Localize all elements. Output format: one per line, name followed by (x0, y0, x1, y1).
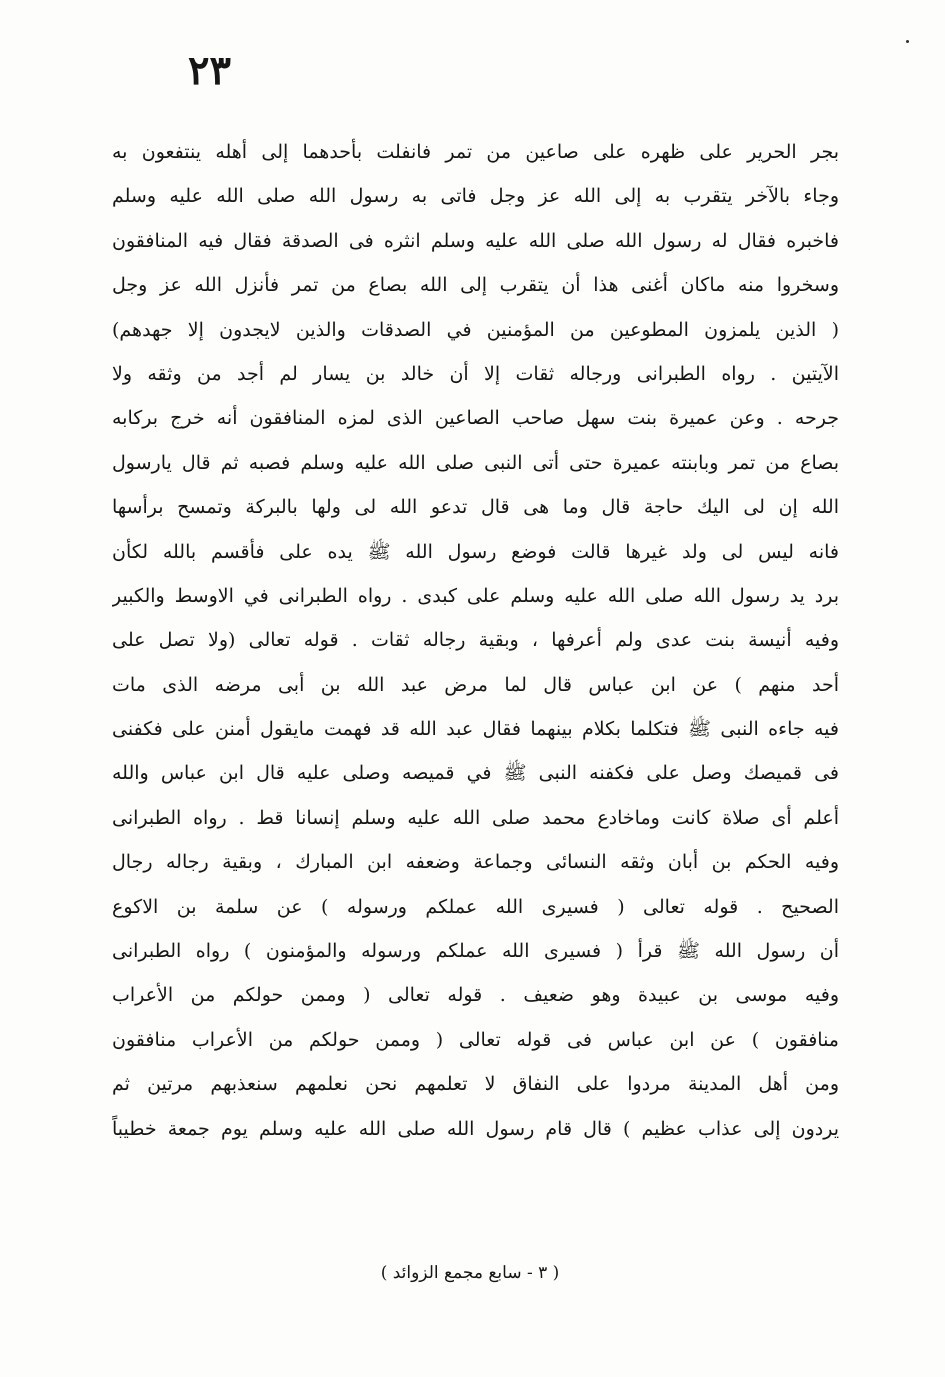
text-line: وفيه أنيسة بنت عدى ولم أعرفها ، وبقية رجاله ثقات . قوله تعالى (ولا تصل على (112, 629, 839, 652)
footer-signature: ( ٣ - سابع مجمع الزوائد ) (380, 1263, 560, 1283)
text-line: منافقون ) عن ابن عباس فى قوله تعالى ( وممن حولكم من الأعراب منافقون (112, 1028, 839, 1051)
text-line: فى قميصك وصل على فكفنه النبى ﷺ في قميصه وصلى عليه قال ابن عباس والله (112, 762, 839, 785)
text-line: جرحه . وعن عميرة بنت سهل صاحب الصاعين الذى لمزه المنافقون أنه خرج بركابه (112, 407, 839, 430)
text-line: بصاع من تمر وبابنته عميرة حتى أتى النبى صلى الله عليه وسلم فصبه ثم قال يارسول (112, 451, 839, 474)
text-line: ( الذين يلمزون المطوعين من المؤمنين في الصدقات والذين لايجدون إلا جهدهم) (112, 318, 839, 341)
text-line: وفيه موسى بن عبيدة وهو ضعيف . قوله تعالى ( وممن حولكم من الأعراب (112, 984, 839, 1007)
text-line: بجر الحرير على ظهره على صاعين من تمر فانفلت بأحدهما إلى أهله ينتفعون به (112, 141, 839, 163)
text-line: يردون إلى عذاب عظيم ) قال قام رسول الله صلى الله عليه وسلم يوم جمعة خطيباً (112, 1117, 839, 1140)
text-line: وسخروا منه ماكان أغنى هذا أن يتقرب إلى الله بصاع من تمر فأنزل الله عز وجل (112, 274, 839, 297)
text-line: أن رسول الله ﷺ قرأ ( فسيرى الله عملكم ورسوله والمؤمنون ) رواه الطبرانى (112, 940, 839, 963)
text-line: وفيه الحكم بن أبان وثقه النسائى وجماعة وضعفه ابن المبارك ، وبقية رجاله رجال (112, 851, 839, 874)
scan-speck (906, 40, 909, 43)
text-line: الصحيح . قوله تعالى ( فسيرى الله عملكم ورسوله ) عن سلمة بن الاكوع (112, 895, 839, 918)
text-line: الله إن لى اليك حاجة قال وما هى قال تدعو الله لى ولها بالبركة وتمسح برأسها (112, 496, 839, 519)
text-line: برد يد رسول الله صلى الله عليه وسلم على كبدى . رواه الطبرانى في الاوسط والكبير (112, 584, 839, 607)
text-line: أحد منهم ) عن ابن عباس قال لما مرض عبد الله بن أبى مرضه الذى مات (112, 673, 839, 696)
text-line: فيه جاءه النبى ﷺ فتكلما بكلام بينهما فقال عبد الله قد فهمت مايقول أمنن على فكفنى (112, 718, 839, 741)
text-line: فاخبره فقال له رسول الله صلى الله عليه وسلم انثره فى الصدقة فقال فيه المنافقون (112, 229, 839, 252)
text-line: فانه ليس لى ولد غيرها قالت فوضع رسول الله ﷺ يده على فأقسم بالله لكأن (112, 540, 839, 563)
text-line: وجاء بالآخر يتقرب به إلى الله عز وجل فاتى به رسول الله صلى الله عليه وسلم (112, 185, 839, 208)
text-line: أعلم أى صلاة كانت وماخادع محمد صلى الله عليه وسلم إنسانا قط . رواه الطبرانى (112, 806, 839, 829)
body-text (112, 130, 839, 1151)
page-number: ٢٣ (188, 47, 231, 94)
text-line: ومن أهل المدينة مردوا على النفاق لا تعلمهم نحن نعلمهم سنعذبهم مرتين ثم (112, 1073, 839, 1096)
text-line: الآيتين . رواه الطبرانى ورجاله ثقات إلا أن خالد بن يسار لم أجد من وثقه ولا (112, 362, 839, 385)
